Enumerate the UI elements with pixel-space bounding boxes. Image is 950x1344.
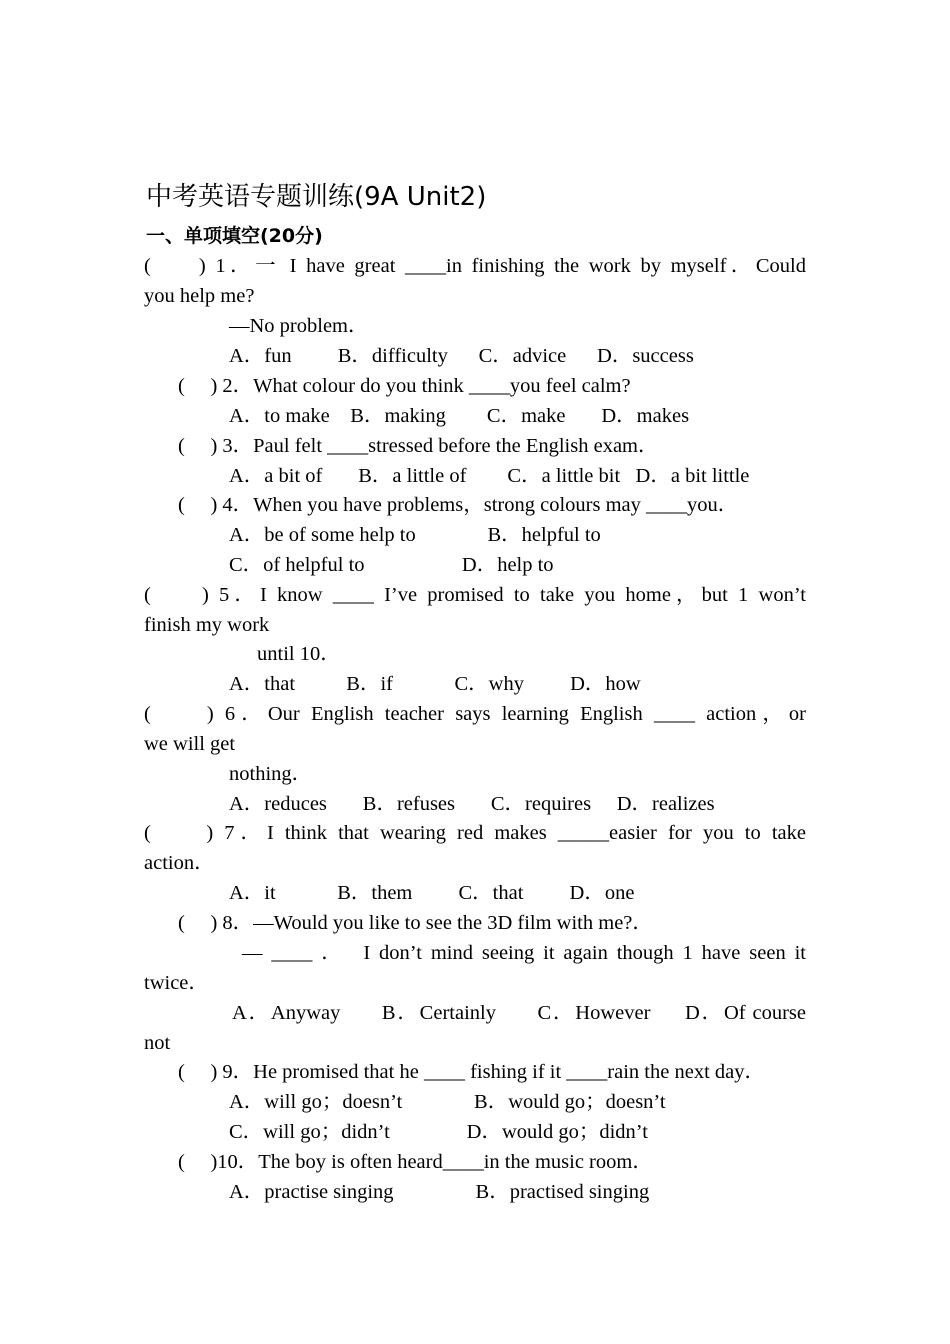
section-heading: 一、单项填空(20分) — [146, 225, 323, 247]
question-1-options: A．fun B．difficulty C．advice D．success — [229, 345, 694, 367]
question-6-line-3: nothing． — [229, 763, 313, 785]
question-7-options: A．it B．them C．that D．one — [229, 882, 635, 904]
question-9-stem: ( ) 9．He promised that he ____ fishing if it ____rain the next day． — [178, 1061, 765, 1083]
question-10-options-ab: A．practise singing B．practised singing — [229, 1181, 650, 1203]
question-2-options: A．to make B．making C．make D．makes — [229, 405, 690, 427]
question-9-options-ab: A．will go；doesn’t B．would go；doesn’t — [229, 1091, 666, 1113]
question-4-options-cd: C．of helpful to D．help to — [229, 554, 554, 576]
question-6-line-1: ( ) 6．Our English teacher says learning English ____ action，or — [144, 703, 806, 725]
document-title: 中考英语专题训练(9A Unit2) — [146, 182, 487, 212]
question-3-options: A．a bit of B．a little of C．a little bit D．a bit little — [229, 465, 750, 487]
question-6-line-2: we will get — [144, 733, 236, 755]
question-10-stem: ( )10．The boy is often heard____in the music room． — [178, 1151, 653, 1173]
question-4-options-ab: A．be of some help to B．helpful to — [229, 524, 601, 546]
question-8-options-wrap: not — [144, 1032, 171, 1054]
question-8-reply: — ____ ． I don’t mind seeing it again though 1 have seen it — [242, 942, 806, 964]
question-5-options: A．that B．if C．why D．how — [229, 673, 641, 695]
question-1-line-2: you help me? — [144, 285, 255, 307]
question-8-stem: ( ) 8．—Would you like to see the 3D film with me?． — [178, 912, 653, 934]
question-9-options-cd: C．will go；didn’t D．would go；didn’t — [229, 1121, 648, 1143]
question-4-stem: ( ) 4．When you have problems，strong colours may ____you． — [178, 494, 739, 516]
question-8-line-3: twice． — [144, 972, 209, 994]
question-5-line-3: until 10． — [257, 643, 341, 665]
question-8-options: A．Anyway B．Certainly C．However D．Of course — [232, 1002, 806, 1024]
question-2-stem: ( ) 2．What colour do you think ____you feel calm? — [178, 375, 631, 397]
question-3-stem: ( ) 3．Paul felt ____stressed before the English exam． — [178, 435, 659, 457]
question-7-line-1: ( ) 7．I think that wearing red makes _____easier for you to take — [144, 822, 806, 844]
question-7-line-2: action． — [144, 852, 215, 874]
question-5-line-2: finish my work — [144, 614, 270, 636]
question-5-line-1: ( ) 5．I know ____ I’ve promised to take you home，but 1 won’t — [144, 584, 806, 606]
question-1-reply: —No problem． — [229, 315, 369, 337]
question-1-line-1: ( ) 1．一 I have great ____in finishing the work by myself．Could — [144, 255, 806, 277]
question-6-options: A．reduces B．refuses C．requires D．realizes — [229, 793, 715, 815]
